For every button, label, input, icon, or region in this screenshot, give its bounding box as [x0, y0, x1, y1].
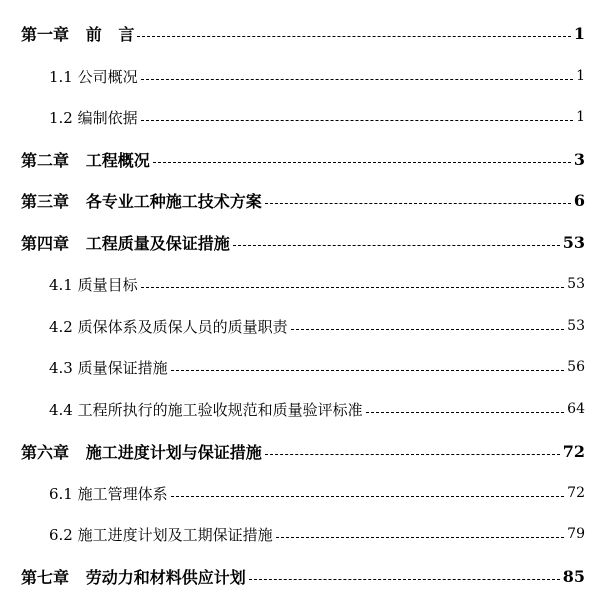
dot-leader: [265, 203, 571, 204]
dot-leader: [265, 454, 560, 455]
toc-entry-page: 3: [573, 149, 585, 169]
toc-entry-page: 72: [567, 485, 585, 501]
toc-entry-label: 4.3 质量保证措施: [49, 358, 168, 377]
toc-entry-section-4-1[interactable]: [0, 271, 599, 297]
dot-leader: [141, 79, 573, 80]
toc-entry-chapter-4[interactable]: [0, 229, 599, 255]
toc-entry-page: 79: [567, 526, 585, 542]
toc-entry-label: 1.1 公司概况: [49, 67, 138, 86]
toc-entry-section-4-3[interactable]: [0, 354, 599, 380]
dot-leader: [249, 579, 560, 580]
dot-leader: [276, 537, 565, 538]
toc-entry-label: 第七章 劳动力和材料供应计划: [21, 567, 246, 587]
toc-entry-chapter-1[interactable]: [0, 20, 599, 46]
toc-entry-page: 85: [562, 566, 585, 586]
dot-leader: [233, 245, 560, 246]
toc-entry-label: 4.1 质量目标: [49, 275, 138, 294]
toc-entry-page: 56: [567, 359, 585, 375]
toc-entry-page: 1: [573, 23, 585, 43]
toc-entry-section-1-2[interactable]: [0, 104, 599, 130]
toc-entry-label: 4.4 工程所执行的施工验收规范和质量验评标准: [49, 400, 363, 419]
dot-leader: [141, 120, 573, 121]
toc-entry-section-4-2[interactable]: [0, 313, 599, 339]
toc-entry-page: 6: [573, 190, 585, 210]
toc-entry-section-1-1[interactable]: [0, 63, 599, 89]
dot-leader: [171, 496, 565, 497]
toc-entry-label: 第一章 前 言: [21, 24, 135, 44]
toc-entry-label: 1.2 编制依据: [49, 108, 138, 127]
toc-entry-page: 53: [562, 232, 585, 252]
dot-leader: [171, 370, 565, 371]
toc-entry-page: 72: [562, 441, 585, 461]
toc-entry-page: 64: [567, 401, 585, 417]
toc-entry-label: 6.2 施工进度计划及工期保证措施: [49, 525, 273, 544]
toc-entry-label: 第三章 各专业工种施工技术方案: [21, 191, 262, 211]
toc-entry-chapter-2[interactable]: [0, 146, 599, 172]
dot-leader: [137, 36, 570, 37]
dot-leader: [291, 329, 565, 330]
toc-entry-section-6-1[interactable]: [0, 480, 599, 506]
toc-entry-chapter-7[interactable]: [0, 563, 599, 589]
toc-entry-chapter-6[interactable]: [0, 438, 599, 464]
dot-leader: [366, 412, 565, 413]
toc-entry-label: 第六章 施工进度计划与保证措施: [21, 442, 262, 462]
toc-entry-page: 1: [576, 109, 585, 125]
toc-entry-label: 4.2 质保体系及质保人员的质量职责: [49, 317, 288, 336]
toc-entry-chapter-3[interactable]: [0, 187, 599, 213]
toc-entry-label: 6.1 施工管理体系: [49, 484, 168, 503]
toc-entry-page: 1: [576, 68, 585, 84]
toc-entry-page: 53: [567, 276, 585, 292]
dot-leader: [153, 162, 571, 163]
dot-leader: [141, 287, 565, 288]
toc-entry-page: 53: [567, 318, 585, 334]
toc-entry-label: 第四章 工程质量及保证措施: [21, 233, 230, 253]
toc-entry-label: 第二章 工程概况: [21, 150, 150, 170]
toc-entry-section-4-4[interactable]: [0, 396, 599, 422]
toc-entry-section-6-2[interactable]: [0, 521, 599, 547]
